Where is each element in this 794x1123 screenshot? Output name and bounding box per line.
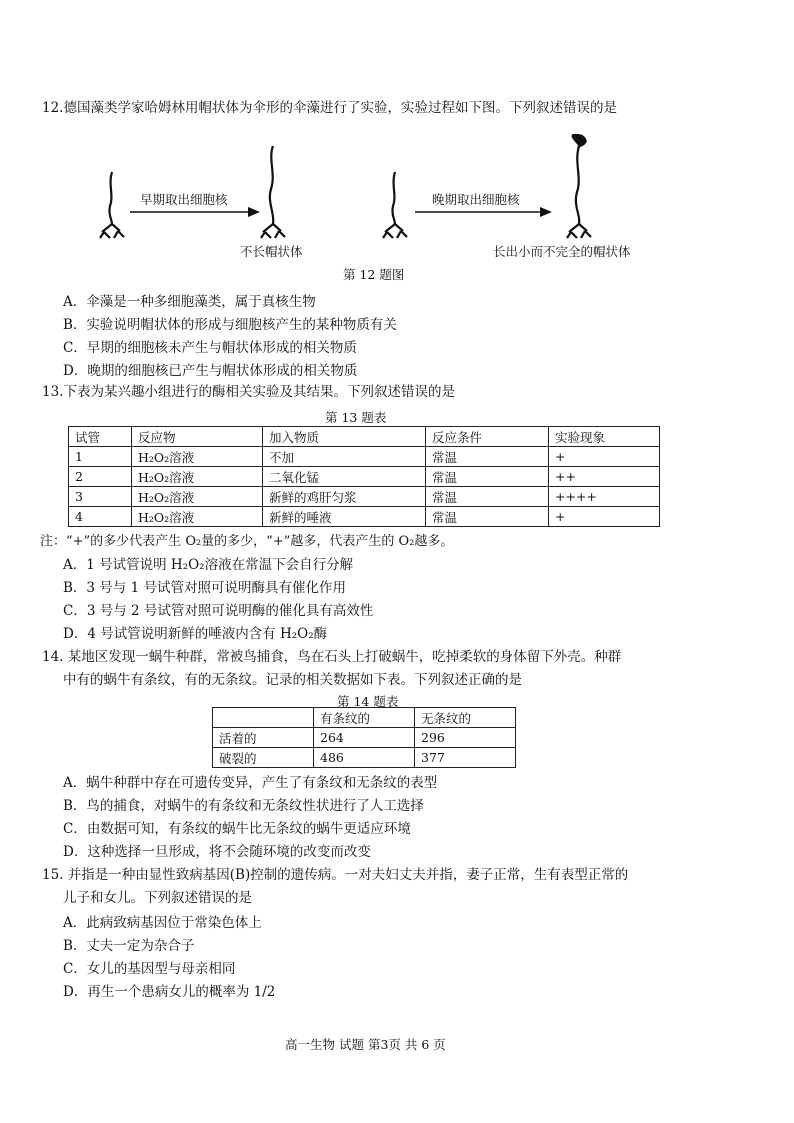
q12-fig-caption: 第 12 题图 xyxy=(343,267,405,282)
q14-table-caption: 第 14 题表 xyxy=(337,694,399,709)
table-row xyxy=(69,447,660,467)
q14-option-d: D．这种选择一旦形成，将不会随环境的改变而改变 xyxy=(63,844,371,860)
q15-stem-line2: 儿子和女儿。下列叙述错误的是 xyxy=(63,890,252,906)
table-cell: 296 xyxy=(415,728,516,748)
q12-figure xyxy=(90,134,680,264)
q14-option-c: C．由数据可知，有条纹的蜗牛比无条纹的蜗牛更适应环境 xyxy=(63,821,411,837)
label-late: 晚期取出细胞核 xyxy=(432,192,520,207)
q12-option-a: A．伞藻是一种多细胞藻类，属于真核生物 xyxy=(63,294,316,310)
table-cell: 活着的 xyxy=(213,728,314,748)
result-no-cap: 不长帽状体 xyxy=(240,244,303,259)
q14-table xyxy=(212,707,516,768)
table-cell: 新鲜的唾液 xyxy=(263,507,426,527)
table-cell: ++ xyxy=(549,467,660,487)
q13-option-b: B．3 号与 1 号试管对照可说明酶具有催化作用 xyxy=(63,580,346,596)
q14-stem-line2: 中有的蜗牛有条纹，有的无条纹。记录的相关数据如下表。下列叙述正确的是 xyxy=(63,672,522,688)
table-cell: 2 xyxy=(69,467,132,487)
q14-option-b: B．鸟的捕食，对蜗牛的有条纹和无条纹性状进行了人工选择 xyxy=(63,798,424,814)
table-header: 反应物 xyxy=(132,427,263,447)
table-header xyxy=(213,708,314,728)
table-row xyxy=(213,748,516,768)
q13-table xyxy=(68,426,660,527)
q13-option-c: C．3 号与 2 号试管对照可说明酶的催化具有高效性 xyxy=(63,603,374,619)
q13-table-caption: 第 13 题表 xyxy=(325,410,387,425)
table-header-row xyxy=(69,427,660,447)
table-header: 加入物质 xyxy=(263,427,426,447)
table-cell: H₂O₂溶液 xyxy=(132,467,263,487)
table-cell: 破裂的 xyxy=(213,748,314,768)
q12-option-b: B．实验说明帽状体的形成与细胞核产生的某种物质有关 xyxy=(63,317,397,333)
table-cell: + xyxy=(549,507,660,527)
q15-option-c: C．女儿的基因型与母亲相同 xyxy=(63,961,236,977)
table-cell: 不加 xyxy=(263,447,426,467)
table-row xyxy=(69,467,660,487)
table-row xyxy=(69,487,660,507)
table-header: 实验现象 xyxy=(549,427,660,447)
table-cell: 新鲜的鸡肝匀浆 xyxy=(263,487,426,507)
result-small-cap: 长出小而不完全的帽状体 xyxy=(493,244,631,259)
table-row xyxy=(213,728,516,748)
label-early: 早期取出细胞核 xyxy=(140,192,228,207)
q13-note: 注：“+”的多少代表产生 O₂量的多少，“+”越多，代表产生的 O₂越多。 xyxy=(40,534,454,549)
table-cell: 二氧化锰 xyxy=(263,467,426,487)
q12-option-c: C．早期的细胞核未产生与帽状体形成的相关物质 xyxy=(63,340,357,356)
page-footer: 高一生物 试题 第3页 共 6 页 xyxy=(285,1037,446,1052)
q15-stem-line1: 15. 并指是一种由显性致病基因(B)控制的遗传病。一对夫妇丈夫并指，妻子正常，生有表型正常的 xyxy=(42,867,629,883)
alga-early-before xyxy=(100,172,124,238)
alga-late-after xyxy=(567,135,591,238)
q12-stem: 12.德国藻类学家哈姆林用帽状体为伞形的伞藻进行了实验，实验过程如下图。下列叙述错误的是 xyxy=(42,100,617,116)
table-header: 反应条件 xyxy=(426,427,549,447)
q15-option-d: D．再生一个患病女儿的概率为 1/2 xyxy=(63,984,276,1000)
table-cell: 3 xyxy=(69,487,132,507)
q13-stem: 13.下表为某兴趣小组进行的酶相关实验及其结果。下列叙述错误的是 xyxy=(42,384,455,400)
q13-option-a: A．1 号试管说明 H₂O₂溶液在常温下会自行分解 xyxy=(63,557,354,573)
table-cell: 486 xyxy=(314,748,415,768)
table-cell: H₂O₂溶液 xyxy=(132,447,263,467)
table-cell: 1 xyxy=(69,447,132,467)
q15-option-a: A．此病致病基因位于常染色体上 xyxy=(63,915,262,931)
table-cell: H₂O₂溶液 xyxy=(132,507,263,527)
table-cell: 264 xyxy=(314,728,415,748)
alga-late-before xyxy=(383,172,407,238)
q12-option-d: D．晚期的细胞核已产生与帽状体形成的相关物质 xyxy=(63,363,358,379)
table-header: 无条纹的 xyxy=(415,708,516,728)
q14-stem-line1: 14. 某地区发现一蜗牛种群，常被鸟捕食，鸟在石头上打破蜗牛，吃掉柔软的身体留下外壳。种群 xyxy=(42,649,622,665)
table-row xyxy=(69,507,660,527)
table-cell: 常温 xyxy=(426,507,549,527)
table-cell: 常温 xyxy=(426,447,549,467)
q13-option-d: D．4 号试管说明新鲜的唾液内含有 H₂O₂酶 xyxy=(63,626,328,642)
table-header: 有条纹的 xyxy=(314,708,415,728)
table-cell: 377 xyxy=(415,748,516,768)
table-cell: ++++ xyxy=(549,487,660,507)
table-header: 试管 xyxy=(69,427,132,447)
table-cell: 4 xyxy=(69,507,132,527)
table-cell: 常温 xyxy=(426,467,549,487)
table-cell: + xyxy=(549,447,660,467)
table-cell: 常温 xyxy=(426,487,549,507)
alga-early-after xyxy=(261,146,285,238)
q14-option-a: A．蜗牛种群中存在可遗传变异，产生了有条纹和无条纹的表型 xyxy=(63,775,438,791)
table-cell: H₂O₂溶液 xyxy=(132,487,263,507)
q15-option-b: B．丈夫一定为杂合子 xyxy=(63,938,195,954)
table-header-row xyxy=(213,708,516,728)
